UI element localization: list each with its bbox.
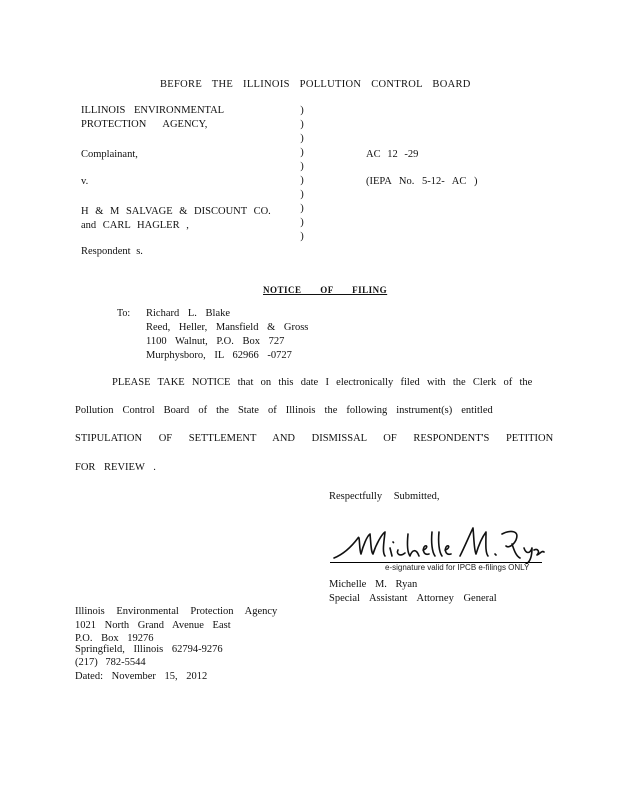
sender-phone: (217) 782-5544 (75, 657, 146, 668)
dated-line: Dated: November 15, 2012 (75, 671, 208, 682)
paren-mark: ) (300, 161, 304, 172)
paren-mark: ) (300, 175, 304, 186)
complainant-role: Complainant, (81, 149, 138, 160)
paren-mark: ) (300, 133, 304, 144)
recipient-firm: Reed, Heller, Mansfield & Gross (146, 322, 309, 333)
body-line-2: Pollution Control Board of the State of Illinois the following instrument(s) entitled (75, 405, 493, 416)
signer-title: Special Assistant Attorney General (329, 593, 497, 604)
recipient-name: Richard L. Blake (146, 308, 231, 319)
sender-city: Springfield, Illinois 62794-9276 (75, 644, 223, 655)
recipient-city: Murphysboro, IL 62966 -0727 (146, 350, 292, 361)
case-number: AC 12 -29 (366, 149, 419, 160)
to-label: To: (117, 308, 131, 319)
versus-label: v. (81, 176, 89, 187)
sender-street: 1021 North Grand Avenue East (75, 620, 231, 631)
document-heading: BEFORE THE ILLINOIS POLLUTION CONTROL BOARD (160, 79, 471, 90)
body-line-1: PLEASE TAKE NOTICE that on this date I electronically filed with the Clerk of the (112, 377, 533, 388)
recipient-address: 1100 Walnut, P.O. Box 727 (146, 336, 285, 347)
iepa-number: (IEPA No. 5-12- AC ) (366, 176, 478, 187)
closing: Respectfully Submitted, (329, 491, 440, 502)
body-line-3: STIPULATION OF SETTLEMENT AND DISMISSAL OF RESPONDENT'S PETITION (75, 433, 554, 444)
body-line-4: FOR REVIEW . (75, 462, 156, 473)
paren-mark: ) (300, 147, 304, 158)
e-signature-note: e-signature valid for IPCB e-filings ONLY (385, 563, 530, 572)
complainant-name-line2: PROTECTION AGENCY, (81, 119, 208, 130)
paren-mark: ) (300, 217, 304, 228)
signer-name: Michelle M. Ryan (329, 579, 418, 590)
respondent-name-line1: H & M SALVAGE & DISCOUNT CO. (81, 206, 271, 217)
respondent-name-line2: and CARL HAGLER , (81, 220, 189, 231)
handwritten-signature (330, 520, 545, 564)
signature-block (330, 520, 545, 578)
notice-title: NOTICE OF FILING (263, 285, 388, 295)
paren-mark: ) (300, 105, 304, 116)
respondent-role: Respondent s. (81, 246, 143, 257)
paren-mark: ) (300, 119, 304, 130)
sender-agency: Illinois Environmental Protection Agency (75, 606, 278, 617)
paren-mark: ) (300, 231, 304, 242)
complainant-name-line1: ILLINOIS ENVIRONMENTAL (81, 105, 225, 116)
sender-pobox: P.O. Box 19276 (75, 633, 154, 644)
paren-mark: ) (300, 189, 304, 200)
paren-mark: ) (300, 203, 304, 214)
